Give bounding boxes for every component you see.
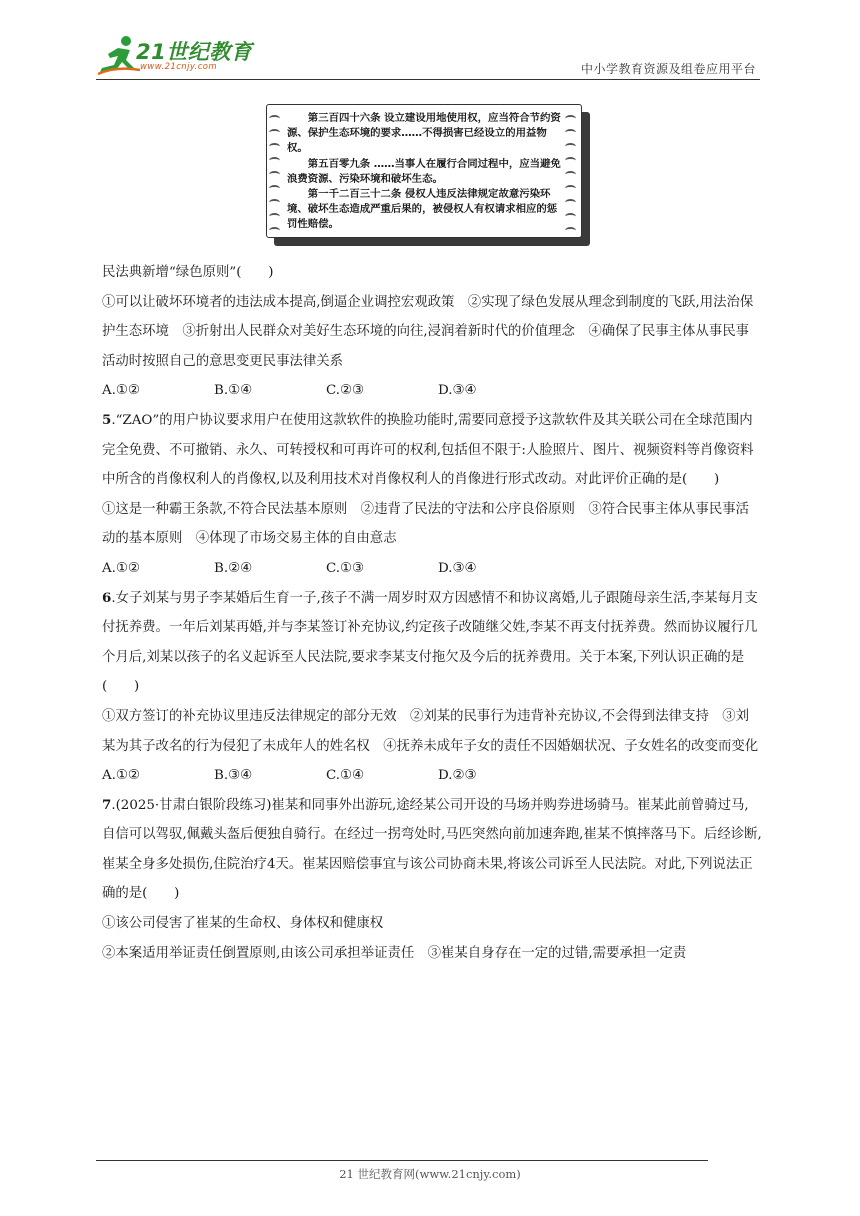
q7-statement-2: ②本案适用举证责任倒置原则,由该公司承担举证责任 ③崔某自身存在一定的过错,需要承担一定责 — [102, 945, 687, 961]
q4-stem: 民法典新增“绿色原则”( ) — [102, 265, 274, 280]
q5-statements: ①这是一种霸王条款,不符合民法基本原则 ②违背了民法的守法和公序良俗原则 ③符合民事主体从事民事活动的基本原则 ④体现了市场交易主体的自由意志 — [102, 501, 750, 547]
notebook-page — [266, 104, 582, 238]
q6-stem — [102, 584, 762, 702]
excerpt-text — [287, 111, 563, 233]
q6-number: 6 — [102, 589, 112, 606]
platform-tagline: 中小学教育资源及组卷应用平台 — [580, 62, 756, 76]
q5-option-c[interactable]: C.①③ — [326, 560, 365, 576]
header-divider — [96, 79, 760, 80]
q5-options — [102, 554, 762, 584]
q6-stem-text: .女子刘某与男子李某婚后生育一子,孩子不满一周岁时双方因感情不和协议离婚,儿子跟随母亲生活,李某每月支付抚养费。一年后刘某再婚,并与李某签订补充协议,约定孩子改随继父姓,李某不再支付抚养费。然而协议履行几个月后,刘某以孩子的名义起诉至人民法院,要求李某支付拖欠及今后的抚养费用。关于本案,下列认识正确的是( ) — [102, 590, 758, 695]
footer-divider — [96, 1160, 708, 1161]
q7-stem — [102, 791, 762, 909]
q4-option-d[interactable]: D.③④ — [438, 383, 477, 399]
excerpt-article-346: 第三百四十六条 设立建设用地使用权，应当符合节约资源、保护生态环境的要求……不得损害已经设立的用益物权。 — [287, 112, 561, 155]
q6-option-a[interactable]: A.①② — [102, 768, 140, 784]
q6-statements: ①双方签订的补充协议里违反法律规定的部分无效 ②刘某的民事行为违背补充协议,不会得到法律支持 ③刘某为其子改名的行为侵犯了未成年人的姓名权 ④抚养未成年子女的责任不因婚姻状况、子女姓名的改变而变化 — [102, 708, 759, 754]
q5-stem-text: .“ZAO”的用户协议要求用户在使用这款软件的换脸功能时,需要同意授予这款软件及其关联公司在全球范围内完全免费、不可撤销、永久、可转授权和可再许可的权利,包括但不限于:人脸照片、图片、视频资料等肖像资料中所含的肖像权利人的肖像权,以及利用技术对肖像权利人的肖像进行形式改动。对此评价正确的是( ) — [102, 412, 754, 488]
q5-option-d[interactable]: D.③④ — [438, 560, 477, 576]
binder-rings-right — [565, 115, 579, 241]
q6-option-c[interactable]: C.①④ — [326, 768, 365, 784]
logo-text: 21世纪教育 — [136, 40, 253, 64]
page-header — [0, 0, 860, 82]
q6-option-d[interactable]: D.②③ — [438, 768, 477, 784]
question-body — [102, 258, 762, 968]
excerpt-article-509: 第五百零九条 ……当事人在履行合同过程中，应当避免浪费资源、污染环境和破坏生态。 — [287, 157, 561, 185]
q6-options — [102, 761, 762, 791]
binder-rings-left — [269, 115, 283, 241]
q4-options — [102, 376, 762, 406]
q5-number: 5 — [102, 411, 112, 428]
q4-option-c[interactable]: C.②③ — [326, 383, 365, 399]
civil-code-excerpt-figure — [266, 104, 590, 246]
q7-stem-text: .(2025·甘肃白银阶段练习)崔某和同事外出游玩,途经某公司开设的马场并购券进场骑马。崔某此前曾骑过马,自信可以驾驭,佩戴头盔后便独自骑行。在经过一拐弯处时,马匹突然向前加速奔跑,崔某不慎摔落马下。后经诊断,崔某全身多处损伤,住院治疗4天。崔某因赔偿事宜与该公司协商未果,将该公司诉至人民法院。对此,下列说法正确的是( ) — [102, 797, 762, 902]
q5-option-a[interactable]: A.①② — [102, 560, 140, 576]
excerpt-article-1232: 第一千二百三十二条 侵权人违反法律规定故意污染环境、破坏生态造成严重后果的，被侵权人有权请求相应的惩罚性赔偿。 — [287, 188, 558, 231]
q5-stem — [102, 406, 762, 495]
q4-option-a[interactable]: A.①② — [102, 383, 140, 399]
page-footer[interactable]: 21 世纪教育网(www.21cnjy.com) — [339, 1167, 521, 1181]
site-logo[interactable] — [96, 34, 266, 78]
q5-option-b[interactable]: B.②④ — [214, 560, 253, 576]
q7-number: 7 — [102, 796, 112, 813]
q4-statements: ①可以让破坏环境者的违法成本提高,倒逼企业调控宏观政策 ②实现了绿色发展从理念到制度的飞跃,用法治保护生态环境 ③折射出人民群众对美好生态环境的向往,浸润着新时代的价值理念 ④确保了民事主体从事民事活动时按照自己的意思变更民事法律关系 — [102, 294, 754, 369]
q6-option-b[interactable]: B.③④ — [214, 768, 253, 784]
q7-statement-1: ①该公司侵害了崔某的生命权、身体权和健康权 — [102, 916, 384, 932]
logo-url: www.21cnjy.com — [140, 62, 218, 72]
q4-option-b[interactable]: B.①④ — [214, 383, 253, 399]
